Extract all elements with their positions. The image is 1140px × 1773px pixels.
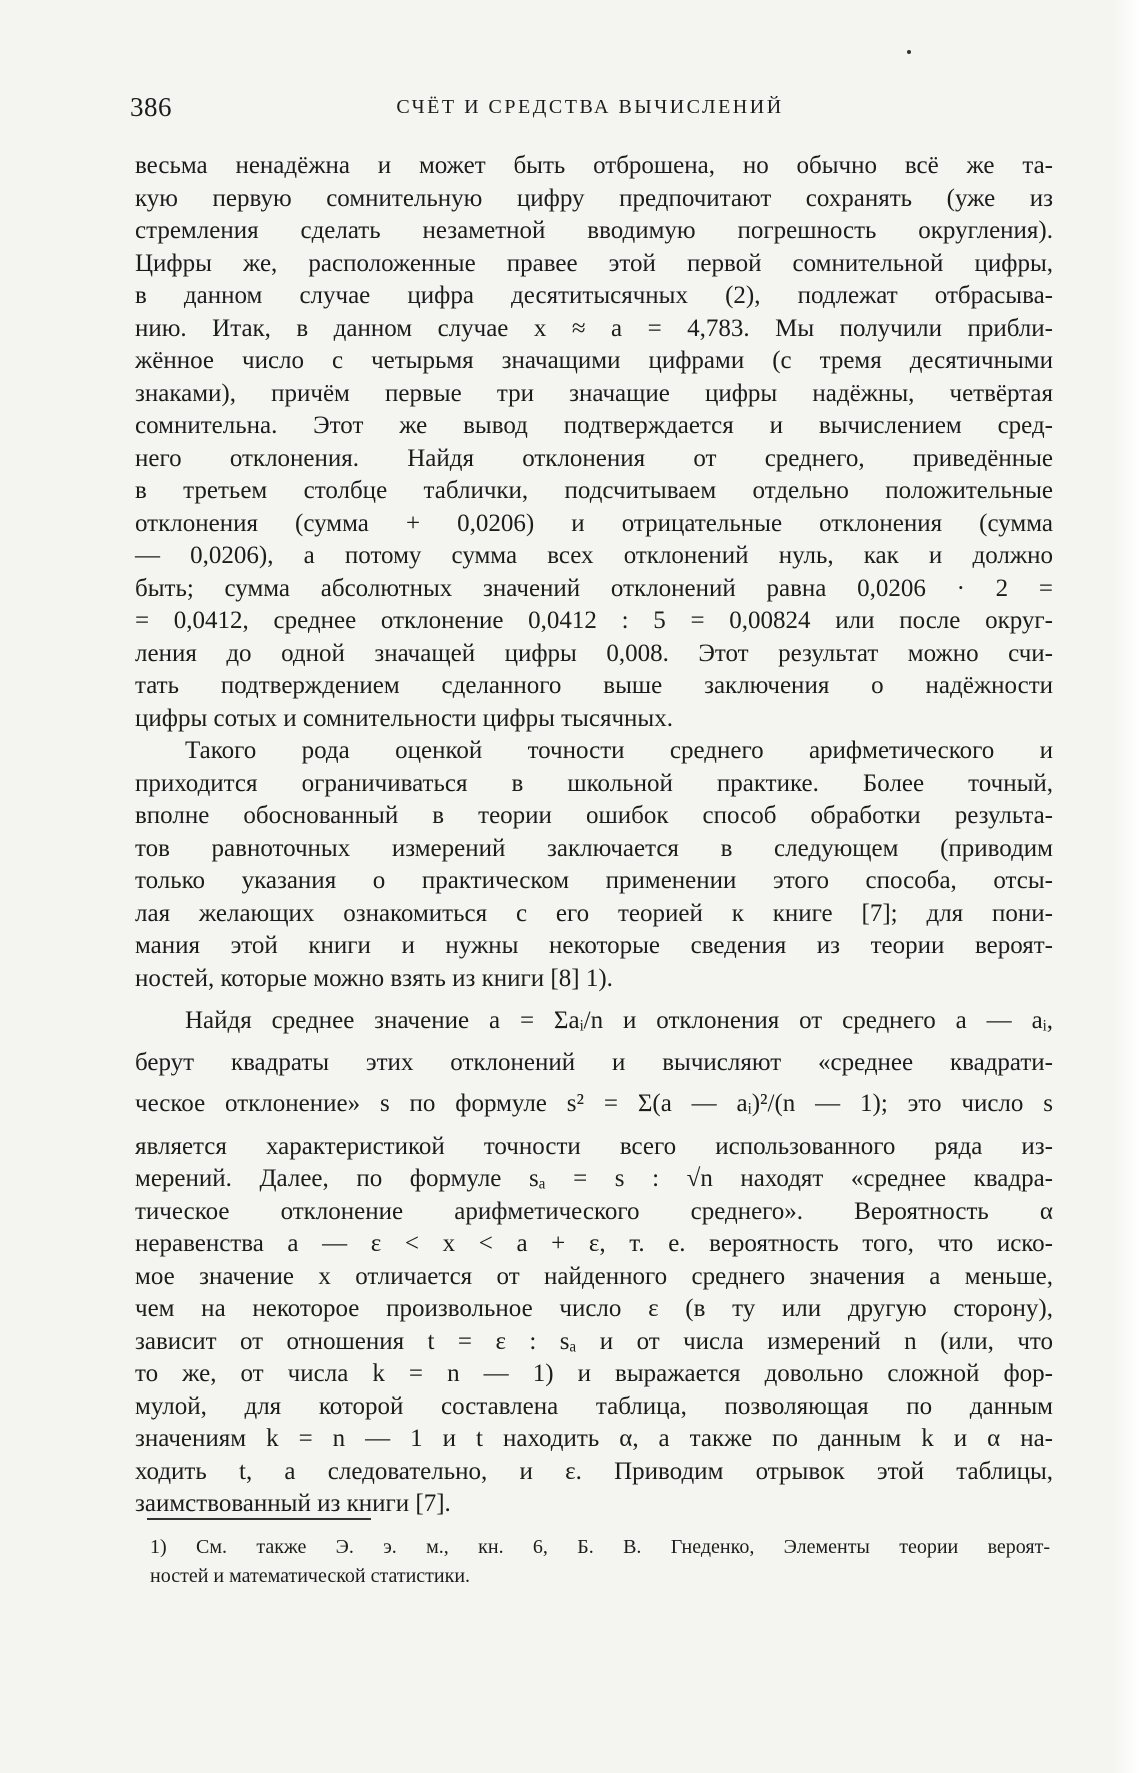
text-line: ления до одной значащей цифры 0,008. Этот результат можно счи- — [135, 639, 1053, 667]
text-line: зависит от отношения t = ε : sₐ и от числа измерений n (или, что — [135, 1327, 1053, 1355]
text-line: мулой, для которой составлена таблица, позволяющая по данным — [135, 1392, 1053, 1420]
paragraph-gap — [135, 995, 1053, 1005]
text-line: жённое число с четырьмя значащими цифрами (с тремя десятичными — [135, 347, 1053, 374]
text-line: берут квадраты этих отклонений и вычисляют «среднее квадрати- — [135, 1048, 1053, 1076]
page-number: 386 — [130, 92, 172, 122]
text-line: мерений. Далее, по формуле sₐ = s : √n находят «среднее квадра- — [135, 1165, 1053, 1192]
text-line: — 0,0206), а потому сумма всех отклонений нуль, как и должно — [135, 542, 1053, 569]
formula-line: Найдя среднее значение a = Σaᵢ/n и отклонения от среднего a — aᵢ, — [185, 1007, 1053, 1034]
paragraph-gap — [135, 1038, 1053, 1047]
text-line: быть; сумма абсолютных значений отклонений равна 0,0206 · 2 = — [135, 574, 1053, 602]
text-line: мое значение x отличается от найденного среднего значения a меньше, — [135, 1262, 1053, 1290]
text-line: приходится ограничиваться в школьной практике. Более точный, — [135, 769, 1053, 797]
text-line: значениям k = n — 1 и t находить α, а также по данным k и α на- — [135, 1425, 1053, 1452]
text-line: него отклонения. Найдя отклонения от среднего, приведённые — [135, 444, 1053, 472]
footnote — [150, 1533, 1050, 1591]
text-line: сомнительна. Этот же вывод подтверждается и вычислением сред- — [135, 412, 1053, 439]
text-line: нию. Итак, в данном случае x ≈ a = 4,783. Мы получили прибли- — [135, 314, 1053, 342]
text-line: Такого рода оценкой точности среднего арифметического и — [185, 737, 1053, 764]
text-line: цифры сотых и сомнительности цифры тысячных. — [135, 704, 673, 732]
text-line: Цифры же, расположенные правее этой первой сомнительной цифры, — [135, 249, 1053, 277]
text-line: тическое отклонение арифметического среднего». Вероятность α — [135, 1197, 1053, 1225]
footnote-line: ностей и математической статистики. — [150, 1565, 471, 1587]
text-line: лая желающих ознакомиться с его теорией к книге [7]; для пони- — [135, 899, 1053, 927]
running-head: СЧЁТ И СРЕДСТВА ВЫЧИСЛЕНИЙ — [396, 96, 784, 118]
text-line: = 0,0412, среднее отклонение 0,0412 : 5 = 0,00824 или после округ- — [135, 607, 1053, 634]
text-line: стремления сделать незаметной вводимую погрешность округления). — [135, 217, 1053, 244]
text-line: только указания о практическом применении этого способа, отсы- — [135, 867, 1053, 894]
text-line: неравенства a — ε < x < a + ε, т. е. вероятность того, что иско- — [135, 1230, 1053, 1257]
text-line: заимствованный из книги [7]. — [135, 1490, 451, 1517]
text-line: весьма ненадёжна и может быть отброшена, но обычно всё же та- — [135, 152, 1053, 179]
text-line: то же, от числа k = n — 1) и выражается довольно сложной фор- — [135, 1360, 1053, 1387]
page-header — [130, 92, 1050, 132]
print-speck — [907, 50, 911, 54]
text-line: ностей, которые можно взять из книги [8] 1). — [135, 964, 613, 992]
text-line: в данном случае цифра десятитысячных (2), подлежат отбрасыва- — [135, 282, 1053, 309]
text-line: знаками), причём первые три значащие цифры надёжны, четвёртая — [135, 379, 1053, 407]
footnote-line: 1) См. также Э. э. м., кн. 6, Б. В. Гнеденко, Элементы теории вероят- — [150, 1536, 1050, 1558]
text-line: чем на некоторое произвольное число ε (в ту или другую сторону), — [135, 1295, 1053, 1322]
text-line: вполне обоснованный в теории ошибок способ обработки результа- — [135, 802, 1053, 829]
text-line: отклонения (сумма + 0,0206) и отрицательные отклонения (сумма — [135, 509, 1053, 537]
body-text — [135, 150, 1053, 1521]
text-line: ходить t, а следовательно, и ε. Приводим отрывок этой таблицы, — [135, 1457, 1053, 1485]
formula-line: ческое отклонение» s по формуле s² = Σ(a — aᵢ)²/(n — 1); это число s — [135, 1090, 1053, 1117]
text-line: кую первую сомнительную цифру предпочитают сохранять (уже из — [135, 184, 1053, 212]
text-line: в третьем столбце таблички, подсчитываем отдельно положительные — [135, 477, 1053, 504]
footnote-rule — [147, 1518, 371, 1520]
text-line: является характеристикой точности всего использованного ряда из- — [135, 1132, 1053, 1160]
text-line: мания этой книги и нужны некоторые сведения из теории вероят- — [135, 932, 1053, 959]
paragraph-gap — [135, 1079, 1053, 1088]
text-line: тов равноточных измерений заключается в следующем (приводим — [135, 834, 1053, 862]
page-edge — [1112, 0, 1140, 1773]
text-line: тать подтверждением сделанного выше заключения о надёжности — [135, 672, 1053, 699]
paragraph-gap — [135, 1121, 1053, 1131]
